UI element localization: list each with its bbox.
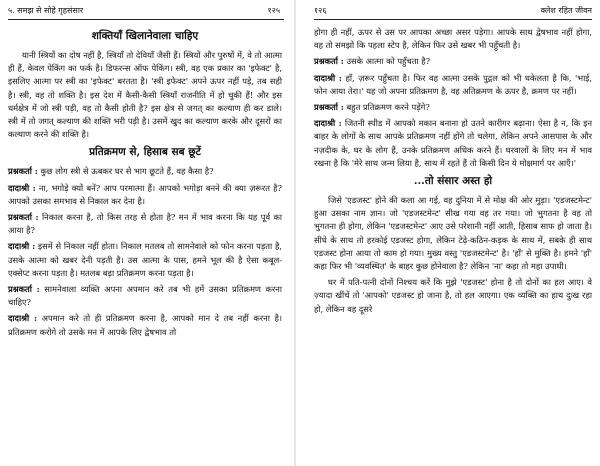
dialogue-line: [314, 101, 592, 114]
dialogue-text: सामनेवाला व्यक्ति अपना अपमान करे तब भी हमें उसका प्रतिक्रमण करना चाहिए?: [8, 284, 282, 308]
left-page: [0, 0, 290, 466]
dialogue-line: [314, 117, 592, 170]
right-header-rule: [314, 19, 592, 20]
dialogue-line: [8, 240, 282, 280]
right-paragraph-3: घर में पति-पत्नी दोनों निश्चय करें कि मुझे 'एडजस्ट' होना है तो दोनों का हल आए। वे ज़्यादा खींचें तो 'आपको' एडजस्ट हो जाना है, तो हल आएगा। एक व्यक्ति का हाथ दुःख रहा हो, लेकिन वह दूसरे: [314, 277, 592, 314]
right-body: [314, 26, 592, 319]
left-page-number: १२५: [267, 6, 280, 15]
speaker-label: प्रश्नकर्ता :: [314, 102, 344, 113]
right-header-title: क्लेश रहित जीवन: [540, 6, 592, 15]
right-page-number: १२६: [314, 6, 327, 15]
dialogue-text: निकाल करना है, तो किस तरह से होता है? मन में भाव करना कि यह पूर्व का आया है?: [8, 212, 283, 236]
dialogue-line: [8, 312, 282, 338]
speaker-label: प्रश्नकर्ता :: [8, 284, 40, 295]
dialogue-text: हाँ, ज़रूर पहुँचता है। फिर वह आत्मा उसके पुद्गल को भी धकेलता है कि, 'भाई, फोन आया तेरा।' यह जो अपना प्रतिक्रमण है, वह अतिक्रमण के ऊपर है, क्रमण पर नहीं।: [314, 72, 592, 96]
left-header-title: ५. समझ से सोहे गृहसंसार: [8, 6, 84, 15]
dialogue-text: जितनी स्पीड में आपको मकान बनाना हो उतने कारीगर बढ़ाना। ऐसा है न, कि इन बाहर के लोगों के साथ आपके प्रतिक्रमण नहीं होंगे तो चलेगा, लेकिन अपने आसपास के और नज़दीक के, घर के लोग हैं, उनके प्रतिक्रमण अधिक करने हैं। घरवालों के लिए मन में भाव रखना है कि 'मेरे साथ जन्म लिया है, साथ में रहते हैं तो किसी दिन ये मोक्षमार्ग पर आएँ।': [314, 118, 592, 168]
left-heading-1: शक्तियाँ खिलानेवाला चाहिए: [91, 30, 199, 42]
speaker-label: प्रश्नकर्ता :: [314, 56, 344, 67]
right-heading: ...तो संसार अस्त हो: [413, 175, 493, 188]
right-paragraph-2: जिसे 'एडजस्ट' होने की कला आ गई, वह दुनिया में से मोक्ष की ओर मुड़ा। 'एडजस्टमेन्ट' हुआ उसका नाम ज्ञान। जो 'एडजस्टमेन्ट' सीख गया वह तर गया। जो भुगतना है वह तो भुगतना ही होगा, लेकिन 'एडजस्टमेन्ट' आए उसे परेशानी नहीं आती, हिसाब साफ हो जाता है। सीधे के साथ तो हरकोई एडजस्ट होगा, लेकिन टेढ़े-कठिन-कड़क के साथ में, सबके ही साथ एडजस्ट होना आया तो काम हो गया। मुख्य वस्तु 'एडजस्टमेन्ट' है। 'हाँ' से मुक्ति है। हमने 'हाँ' कहा फिर भी 'व्यवस्थित' के बाहर कुछ होनेवाला है? लेकिन 'ना' कहा तो महा उपाधी।: [314, 195, 592, 272]
dialogue-text: इसमें से निकाल नहीं होता। निकाल मतलब तो सामनेवाले को फोन करना पड़ता है, उसके आत्मा को खबर देनी पड़ती है। उस आत्मा के पास, हमने भूल की है ऐसा कबूल-एक्सेप्ट करना पड़ता है। मतलब बड़ा प्रतिक्रमण करना पड़ता है।: [8, 241, 283, 278]
dialogue-line: [314, 55, 592, 68]
right-page: [300, 0, 600, 466]
dialogue-text: बहुत प्रतिक्रमण करने पड़ेंगे?: [346, 102, 430, 113]
dialogue-line: [8, 165, 282, 178]
dialogue-text: कुछ लोग स्त्री से ऊबकर घर से भाग छूटते हैं, वह कैसा है?: [40, 166, 214, 177]
left-heading-2: प्रतिक्रमण से, हिसाब सब छूटें: [89, 146, 201, 159]
dialogue-line: [8, 283, 282, 309]
page-gutter: [294, 0, 296, 466]
dialogue-line: [8, 182, 282, 208]
speaker-label: प्रश्नकर्ता :: [8, 166, 38, 177]
speaker-label: दादाश्री :: [314, 118, 342, 129]
dialogue-line: [314, 72, 592, 98]
left-body: [8, 26, 282, 342]
speaker-label: दादाश्री :: [314, 72, 342, 83]
left-header-rule: [8, 19, 284, 20]
dialogue-text: उसके आत्मा को पहुँचता है?: [346, 56, 431, 67]
speaker-label: दादाश्री :: [8, 241, 36, 252]
dialogue-line: [8, 211, 282, 237]
dialogue-text: अपमान करे तो ही प्रतिक्रमण करना है, आपको मान दे तब नहीं करना है। प्रतिक्रमण करोगे तो उसके मन में आपके लिए द्वेषभाव तो: [8, 313, 283, 337]
speaker-label: दादाश्री :: [8, 313, 38, 324]
left-paragraph-1: यानी स्त्रियों का दोष नहीं है, स्त्रियाँ तो देवियाँ जैसी हैं। स्त्रियों और पुरुषों में, वे तो आत्मा ही हैं, केवल पेकिंग का फर्क है। डिफरन्स ऑफ पेकिंग। स्त्री, वह एक प्रकार का 'इफेक्ट' है, इसलिए आत्मा पर स्त्री का 'इफेक्ट' बरतता है। 'स्त्री इफेक्ट' अपने ऊपर नहीं पड़े, तब सही है। स्त्री, वह तो शक्ति है। इस देश में कैसी-कैसी स्त्रियाँ राजनीति में हो चुकी हैं! और इस धर्मक्षेत्र में जो स्त्री पड़ी, वह तो कैसी होती है? इस क्षेत्र से जगत् का कल्याण ही कर डाले। स्त्री में तो जगत् कल्याण की शक्ति भरी पड़ी है। उसमें खुद का कल्याण करके और दूसरों का कल्याण करने की शक्ति है।: [8, 50, 282, 140]
speaker-label: दादाश्री :: [8, 182, 36, 193]
speaker-label: प्रश्नकर्ता :: [8, 212, 39, 223]
right-paragraph-1: होगा ही नहीं, ऊपर से उस पर आपका अच्छा असर पड़ेगा। आपके साथ द्वेषभाव नहीं होगा, वह तो समझो कि पहला स्टेप है, लेकिन फिर उसे खबर भी पहुँचती है।: [314, 27, 592, 51]
dialogue-text: ना, भगोड़े क्यों बनें? आप परमात्मा हैं। आपको भगोड़ा बनने की क्या ज़रूरत है? आपको उसका समभाव से निकाल कर देना है।: [8, 182, 283, 206]
